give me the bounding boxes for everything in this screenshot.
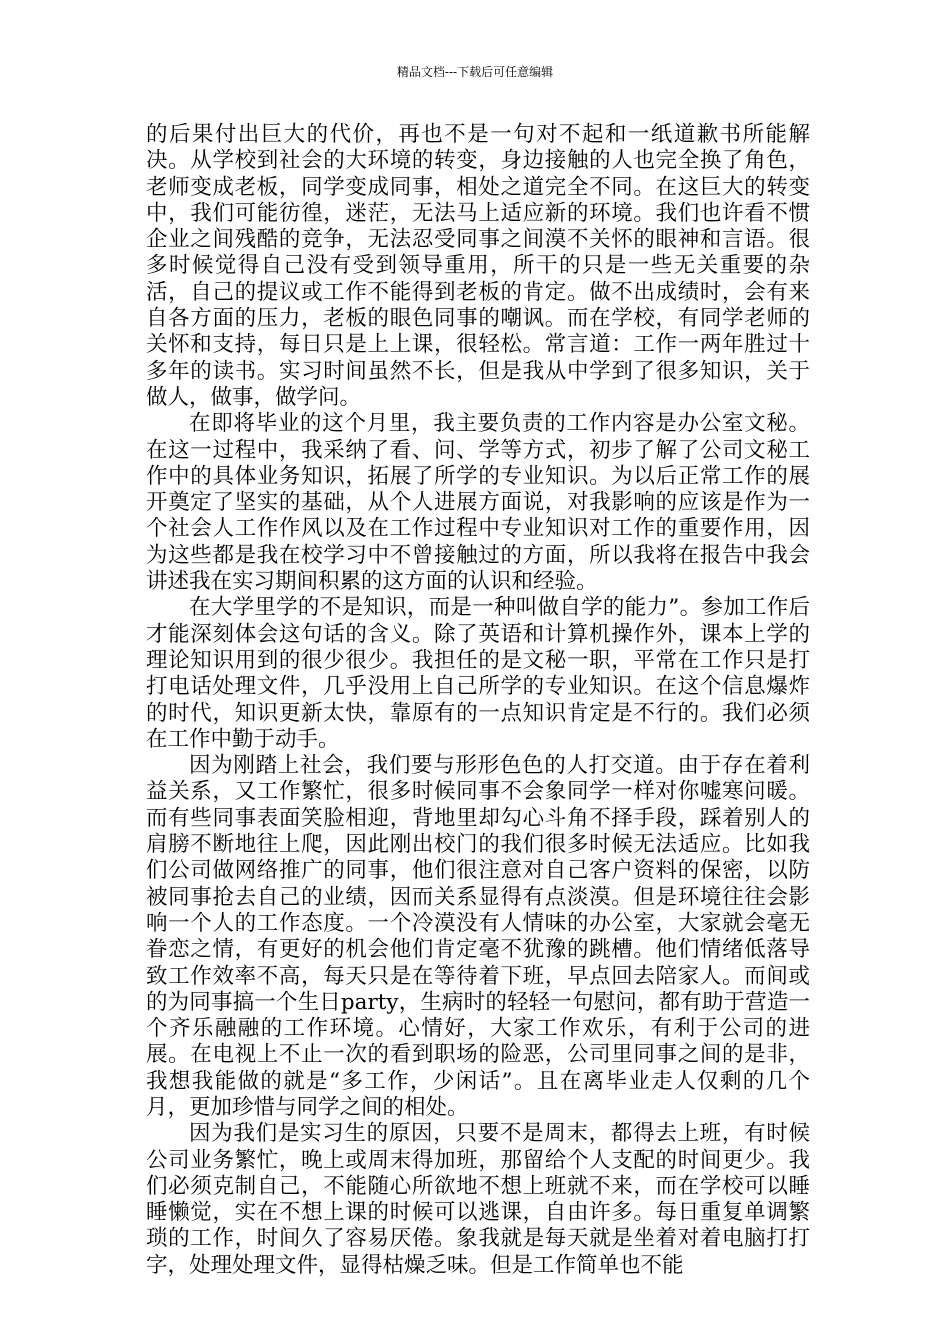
paragraph: 因为我们是实习生的原因，只要不是周末，都得去上班，有时候公司业务繁忙，晚上或周末得加班，那留给个人支配的时间更少。我们必须克制自己，不能随心所欲地不想上班就不来，而在学校可以睡睡懒觉，实在不想上课的时候可以逃课，自由许多。每日重复单调繁琐的工作，时间久了容易厌倦。象我就是每天就是坐着对着电脑打打字，处理处理文件，显得枯燥乏味。但是工作简单也不能 — [146, 1121, 810, 1278]
paragraph-continued: 的后果付出巨大的代价，再也不是一句对不起和一纸道歉书所能解决。从学校到社会的大环境的转变，身边接触的人也完全换了角色，老师变成老板，同学变成同事，相处之道完全不同。在这巨大的转变中，我们可能彷徨，迷茫，无法马上适应新的环境。我们也许看不惯企业之间残酷的竞争，无法忍受同事之间漠不关怀的眼神和言语。很多时候觉得自己没有受到领导重用，所干的只是一些无关重要的杂活，自己的提议或工作不能得到老板的肯定。做不出成绩时，会有来自各方面的压力，老板的眼色同事的嘲讽。而在学校，有同学老师的关怀和支持，每日只是上上课，很轻松。常言道：工作一两年胜过十多年的读书。实习时间虽然不长，但是我从中学到了很多知识，关于做人，做事，做学问。 — [146, 122, 810, 410]
paragraph: 因为刚踏上社会，我们要与形形色色的人打交道。由于存在着利益关系，又工作繁忙，很多时候同事不会象同学一样对你嘘寒问暖。而有些同事表面笑脸相迎，背地里却勾心斗角不择手段，踩着别人的肩膀不断地往上爬，因此刚出校门的我们很多时候无法适应。比如我们公司做网络推广的同事，他们很注意对自己客户资料的保密，以防被同事抢去自己的业绩，因而关系显得有点淡漠。但是环境往往会影响一个人的工作态度。一个冷漠没有人情味的办公室，大家就会毫无眷恋之情，有更好的机会他们肯定毫不犹豫的跳槽。他们情绪低落导致工作效率不高，每天只是在等待着下班，早点回去陪家人。而间或的为同事搞一个生日party，生病时的轻轻一句慰问，都有助于营造一个齐乐融融的工作环境。心情好，大家工作欢乐，有利于公司的进展。在电视上不止一次的看到职场的险恶，公司里同事之间的是非，我想我能做的就是“多工作，少闲话”。且在离毕业走人仅剩的几个月，更加珍惜与同学之间的相处。 — [146, 753, 810, 1120]
document-body — [146, 122, 810, 1279]
page-header: 精品文档---下载后可任意编辑 — [396, 65, 554, 79]
paragraph: 在大学里学的不是知识，而是一种叫做自学的能力”。参加工作后才能深刻体会这句话的含义。除了英语和计算机操作外，课本上学的理论知识用到的很少很少。我担任的是文秘一职，平常在工作只是打打电话处理文件，几乎没用上自己所学的专业知识。在这个信息爆炸的时代，知识更新太快，靠原有的一点知识肯定是不行的。我们必须在工作中勤于动手。 — [146, 595, 810, 752]
paragraph: 在即将毕业的这个月里，我主要负责的工作内容是办公室文秘。在这一过程中，我采纳了看、问、学等方式，初步了解了公司文秘工作中的具体业务知识，拓展了所学的专业知识。为以后正常工作的展开奠定了坚实的基础，从个人进展方面说，对我影响的应该是作为一个社会人工作作风以及在工作过程中专业知识对工作的重要作用，因为这些都是我在校学习中不曾接触过的方面，所以我将在报告中我会讲述我在实习期间积累的这方面的认识和经验。 — [146, 411, 810, 595]
